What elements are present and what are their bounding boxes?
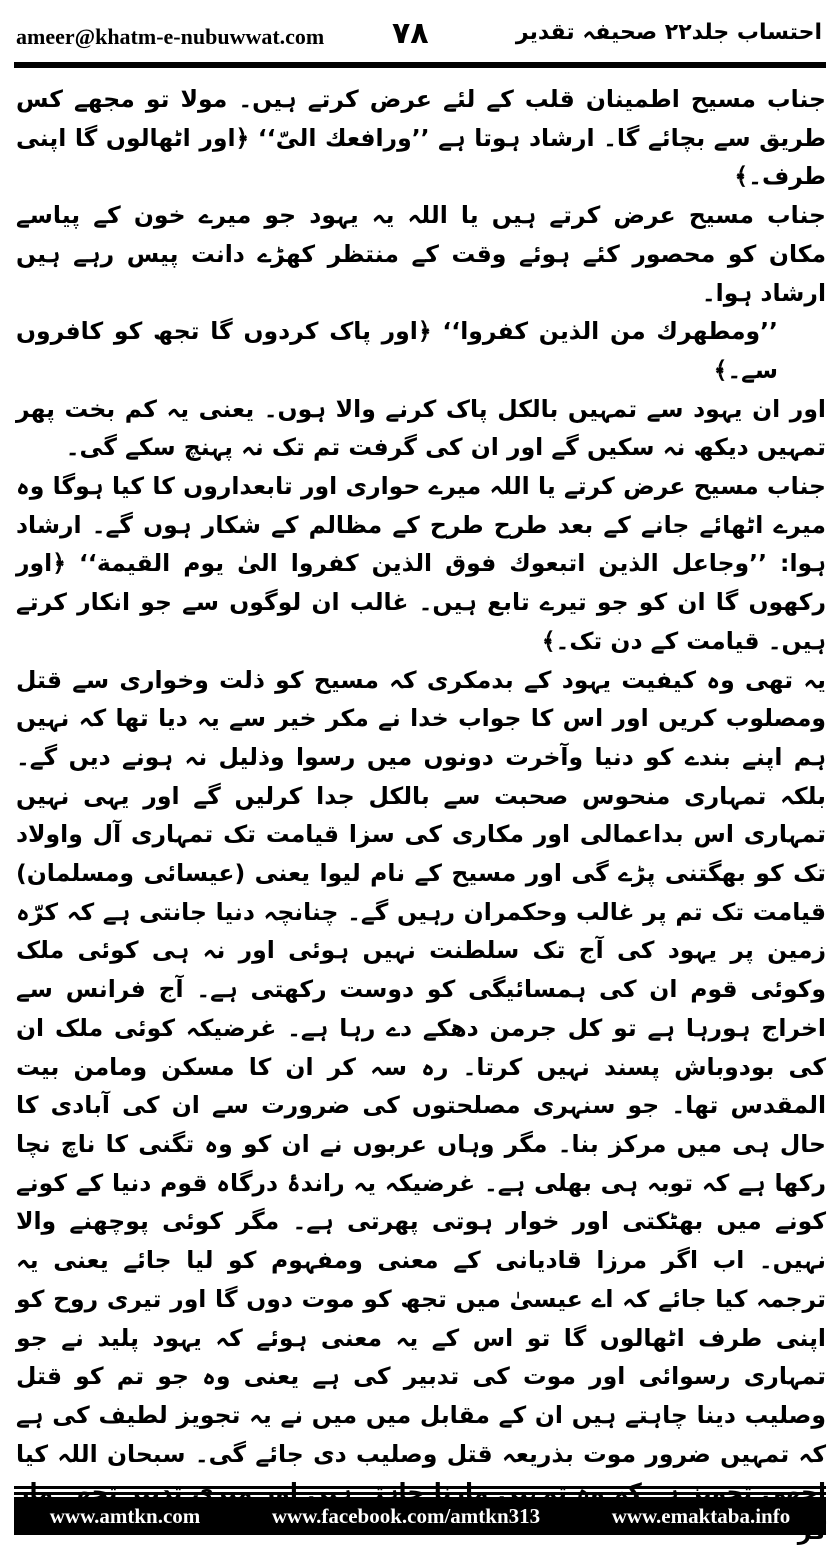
footer-link-facebook[interactable]: www.facebook.com/amtkn313 bbox=[271, 1503, 541, 1528]
footer-rule-2 bbox=[14, 1492, 826, 1495]
footer-bar bbox=[14, 1497, 826, 1535]
header-email: ameer@khatm-e-nubuwwat.com bbox=[16, 24, 325, 49]
paragraph-4: اور ان یہود سے تمہیں بالکل پاک کرنے والا ہوں۔ یعنی یہ کم بخت پھر تمہیں دیکھ نہ سکیں گے اور ان کی گرفت تم تک نہ پہنچ سکے گی۔ bbox=[16, 394, 826, 462]
running-title: احتساب جلد۲۲ صحیفہ تقدیر bbox=[515, 20, 822, 45]
header-rule bbox=[14, 62, 826, 68]
footer-rule-1 bbox=[14, 1486, 826, 1489]
footer-link-emaktaba[interactable]: www.emaktaba.info bbox=[611, 1503, 791, 1528]
paragraph-6: یہ تھی وہ کیفیت یہود کے بدمکری کہ مسیح کو ذلت وخواری سے قتل ومصلوب کریں اور اس کا جواب خدا نے مکر خیر سے یہ دیا تھا کہ نہیں ہم اپنے بندے کو دنیا وآخرت دونوں میں رسوا وذلیل نہ ہونے دیں گے۔ بلکہ تمہاری منحوس صحبت سے بالکل جدا کرلیں گے اور یہی نہیں تمہاری اس بداعمالی اور مکاری کی سزا قیامت تک تمہاری آل واولاد تک کو بھگتنی پڑے گی اور مسیح کے نام لیوا یعنی (عیسائی ومسلمان) قیامت تک تم پر غالب وحکمران رہیں گے۔ چنانچہ دنیا جانتی ہے کہ کرّہ زمین پر یہود کی آج تک سلطنت نہیں ہوئی اور نہ ہی کوئی ملک وکوئی قوم ان کی ہمسائیگی کو دوست رکھتی ہے۔ آج فرانس سے اخراج ہورہا ہے تو کل جرمن دھکے دے رہا ہے۔ غرضیکہ کوئی ملک ان کی بودوباش پسند نہیں کرتا۔ رہ سہ کر ان کا مسکن ومامن بیت المقدس تھا۔ جو سنہری مصلحتوں کی ضرورت سے ان کی آبادی کا حال ہی میں مرکز بنا۔ مگر وہاں عربوں نے ان کو وہ تگنی کا ناچ نچا رکھا ہے کہ توبہ ہی بھلی ہے۔ غرضیکہ یہ راندۂ درگاہ قوم دنیا کے کونے کونے میں بھٹکتی اور خوار ہوتی پھرتی ہے۔ مگر کوئی پوچھنے والا نہیں۔ اب اگر مرزا قادیانی کے معنی ومفہوم کو لیا جائے یعنی یہ ترجمہ کیا جائے کہ اے عیسیٰ میں تجھ کو موت دوں گا اور تیری روح کو اپنی طرف اٹھالوں گا تو اس کے یہ معنی ہوئے کہ یہود پلید نے جو تمہاری رسوائی اور موت کی تدبیر کی ہے یعنی وہ جو تم کو قتل وصلیب دینا چاہتے ہیں ان کے مقابل میں میں نے یہ تجویز لطیف کی ہے کہ تمہیں ضرور موت بذریعہ قتل وصلیب دی جائے گی۔ سبحان اللہ کیا bbox=[16, 665, 826, 1468]
paragraph-1: جناب مسیح اطمینان قلب کے لئے عرض کرتے ہیں۔ مولا تو مجھے کس طریق سے بچائے گا۔ ارشاد ہوتا ہے ’’ورافعك الیّ‘‘ ﴿اور اٹھالوں گا اپنی طرف۔﴾ bbox=[16, 85, 826, 191]
paragraph-2: جناب مسیح عرض کرتے ہیں یا اللہ یہ یہود جو میرے خون کے پیاسے مکان کو محصور کئے ہوئے وقت کے منتظر کھڑے دانت پیس رہے ہیں ارشاد ہوا۔ bbox=[16, 201, 826, 307]
page-number: ۷۸ bbox=[392, 16, 429, 51]
paragraph-5: جناب مسیح عرض کرتے یا اللہ میرے حواری اور تابعداروں کا کیا ہوگا وہ میرے اٹھائے جانے کے بعد طرح طرح کے مظالم کے شکار ہوں گے۔ ارشاد ہوا: ’’وجاعل الذین اتبعوك فوق الذین كفروا الیٰ یوم القیمة‘‘ ﴿اور رکھوں گا ان کو جو تیرے تابع ہیں۔ غالب ان لوگوں سے جو انکار کرتے ہیں۔ قیامت کے دن تک۔﴾ bbox=[16, 472, 826, 655]
footer-link-amtkn[interactable]: www.amtkn.com bbox=[49, 1503, 201, 1528]
page-header bbox=[14, 14, 826, 64]
paragraph-3-verse: ’’ومطهرك من الذین كفروا‘‘ ﴿اور پاک کردوں گا تجھ کو کافروں سے۔﴾ bbox=[16, 317, 778, 384]
page-body bbox=[16, 80, 826, 1475]
